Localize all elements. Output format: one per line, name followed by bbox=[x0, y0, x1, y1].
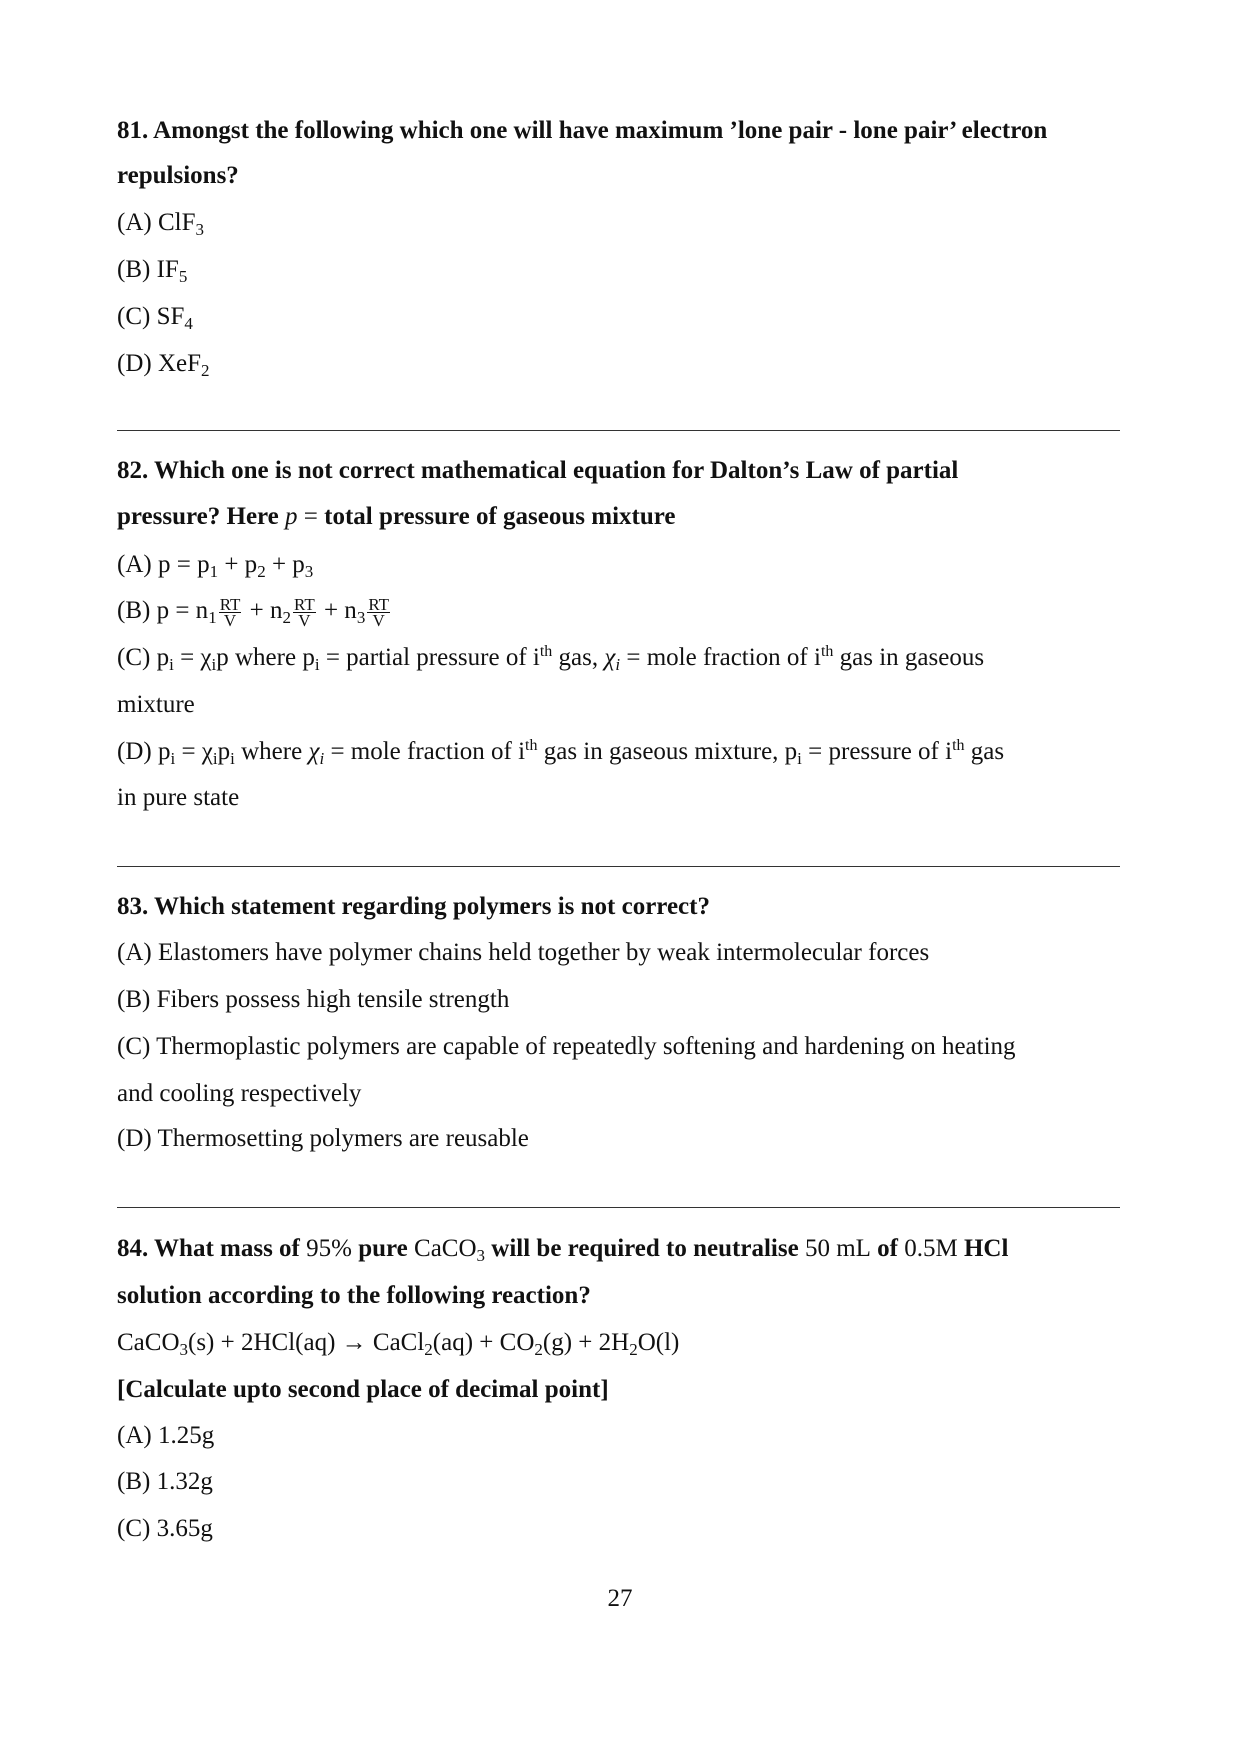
q84-option-a: (A) 1.25g bbox=[117, 1422, 215, 1449]
q82-option-d: (D) $p_i = \chi_ip_i$ where $\chi_i$ = mole fraction of $i^{th}$ gas in gaseous mixture, $p_i$ = pressure of $i^{th}$ gas bbox=[117, 737, 1005, 768]
q81-title-line2: repulsions? bbox=[117, 162, 239, 189]
q83-title: 83. Which statement regarding polymers is not correct? bbox=[117, 893, 710, 920]
q84-option-b: (B) 1.32g bbox=[117, 1468, 213, 1495]
page-number: 27 bbox=[607, 1585, 633, 1612]
q84-title-line2: solution according to the following reaction? bbox=[117, 1282, 591, 1309]
q82-option-d-cont: in pure state bbox=[117, 784, 240, 811]
q82-option-c-cont: mixture bbox=[117, 691, 195, 718]
q82-option-a: (A) $p = p_1 + p_2 + p_3$ bbox=[117, 551, 314, 581]
q82-option-b: (B) $p = n_1$ $\frac{RT}{V}$ + $n_2$ $\frac{RT}{V}$ + $n_3$ $\frac{RT}{V}$ bbox=[117, 594, 390, 630]
q83-option-b: (B) Fibers possess high tensile strength bbox=[117, 986, 510, 1013]
q81-option-b: (B) $IF_5$ bbox=[117, 256, 188, 286]
divider bbox=[117, 430, 1120, 431]
q83-option-a: (A) Elastomers have polymer chains held together by weak intermolecular forces bbox=[117, 939, 930, 966]
q81-option-a: (A) ClF$_3$ bbox=[117, 209, 204, 239]
q84-title-line1: 84. What mass of 95% pure CaCO$_3$ will be required to neutralise 50 mL of 0.5M HCl bbox=[117, 1235, 1009, 1265]
q83-option-c: (C) Thermoplastic polymers are capable of repeatedly softening and hardening on heating bbox=[117, 1033, 1016, 1060]
q81-title-line1: 81. Amongst the following which one will have maximum ’lone pair - lone pair’ electron bbox=[117, 117, 1048, 144]
q84-instruction: [Calculate upto second place of decimal point] bbox=[117, 1376, 609, 1403]
divider bbox=[117, 866, 1120, 867]
q83-option-d: (D) Thermosetting polymers are reusable bbox=[117, 1125, 529, 1152]
q84-option-c: (C) 3.65g bbox=[117, 1515, 213, 1542]
q83-option-c-cont: and cooling respectively bbox=[117, 1080, 362, 1107]
divider bbox=[117, 1207, 1120, 1208]
q82-title-line1: 82. Which one is not correct mathematical equation for Dalton’s Law of partial bbox=[117, 457, 959, 484]
q81-option-c: (C) $SF_4$ bbox=[117, 303, 193, 333]
q81-option-d: (D) XeF$_2$ bbox=[117, 350, 210, 380]
q82-title-line2: pressure? Here p = total pressure of gaseous mixture bbox=[117, 503, 676, 530]
q82-option-c: (C) $p_i = \chi_ip$ where $p_i$ = partial pressure of $i^{th}$ gas, $\chi_i$ = mole fraction of $i^{th}$ gas in gaseous bbox=[117, 643, 985, 674]
q84-reaction-equation: CaCO$_3$(s) + 2HCl(aq) → CaCl$_2$(aq) + $CO_2(g) + 2H_2O(l)$ bbox=[117, 1329, 680, 1359]
